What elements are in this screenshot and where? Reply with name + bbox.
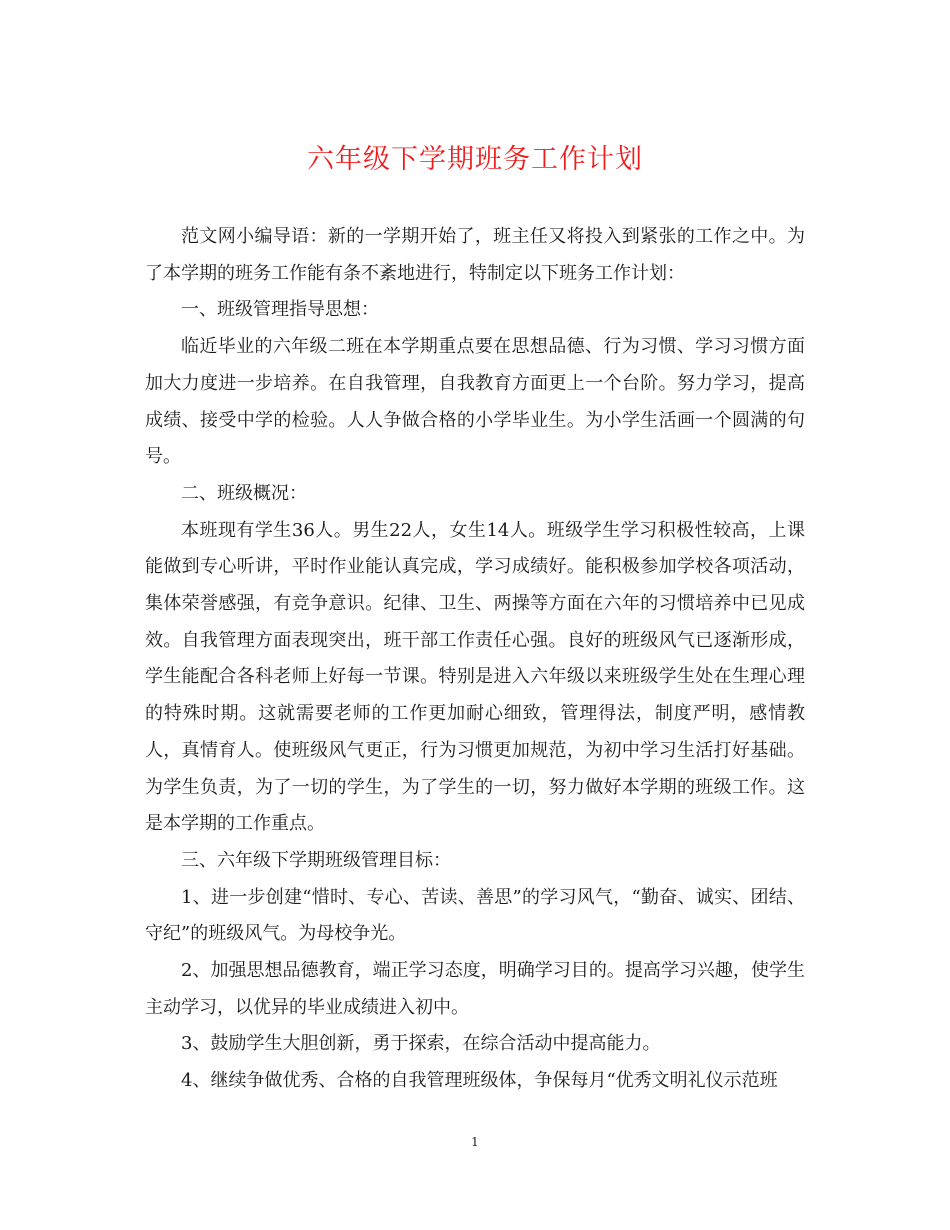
- document-body: [145, 219, 805, 1100]
- goal-item-2: 2、加强思想品德教育，端正学习态度，明确学习目的。提高学习兴趣，使学生主动学习，以优异的毕业成绩进入初中。: [145, 960, 805, 1018]
- intro-paragraph: 范文网小编导语：新的一学期开始了，班主任又将投入到紧张的工作之中。为了本学期的班务工作能有条不紊地进行，特制定以下班务工作计划：: [145, 226, 805, 284]
- goal-item-3: 3、鼓励学生大胆创新，勇于探索，在综合活动中提高能力。: [181, 1033, 661, 1055]
- goal-item-1: 1、进一步创建“惜时、专心、苦读、善思”的学习风气，“勤奋、诚实、团结、守纪”的班级风气。为母校争光。: [145, 886, 805, 945]
- class-overview-paragraph: 本班现有学生36人。男生22人，女生14人。班级学生学习积极性较高，上课能做到专心听讲，平时作业能认真完成，学习成绩好。能积极参加学校各项活动，集体荣誉感强，有竞争意识。纪律、卫生、两操等方面在六年的习惯培养中已见成效。自我管理方面表现突出，班干部工作责任心强。良好的班级风气已逐渐形成，学生能配合各科老师上好每一节课。特别是进入六年级以来班级学生处在生理心理的特殊时期。这就需要老师的工作更加耐心细致，管理得法，制度严明，感情教人，真情育人。使班级风气更正，行为习惯更加规范，为初中学习生活打好基础。为学生负责，为了一切的学生，为了学生的一切，努力做好本学期的班级工作。这是本学期的工作重点。: [145, 519, 805, 835]
- guiding-ideas-paragraph: 临近毕业的六年级二班在本学期重点要在思想品德、行为习惯、学习习惯方面加大力度进一步培养。在自我管理，自我教育方面更上一个台阶。努力学习，提高成绩、接受中学的检验。人人争做合格的小学毕业生。为小学生活画一个圆满的句号。: [145, 336, 805, 468]
- page-number: 1: [471, 1135, 479, 1149]
- section-heading-management-goals: 三、六年级下学期班级管理目标：: [181, 849, 451, 871]
- goal-item-4: 4、继续争做优秀、合格的自我管理班级体，争保每月“优秀文明礼仪示范班: [181, 1070, 778, 1092]
- document-title: 六年级下学期班务工作计划: [307, 144, 643, 175]
- section-heading-guiding-ideas: 一、班级管理指导思想：: [181, 299, 379, 321]
- section-heading-class-overview: 二、班级概况：: [181, 482, 307, 504]
